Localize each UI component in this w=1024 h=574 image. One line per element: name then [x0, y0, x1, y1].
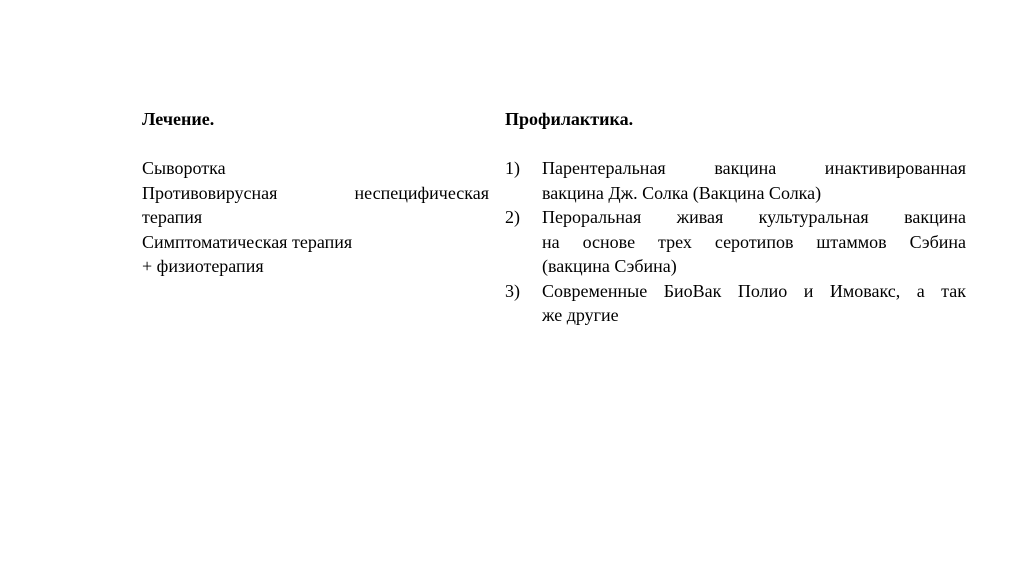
list-number: 2) [505, 207, 520, 227]
spacer [505, 132, 966, 157]
spacer [142, 132, 489, 157]
list-number: 3) [505, 280, 520, 301]
list-item-text [542, 279, 966, 328]
treatment-heading: Лечение. [142, 109, 215, 129]
list-item-text [542, 205, 966, 279]
list-number: 1) [505, 158, 520, 178]
treatment-line: терапия [142, 207, 203, 227]
treatment-line: Сыворотка [142, 158, 226, 178]
list-item-line: на основе трех серотипов штаммов Сэбина [542, 231, 966, 252]
list-item-text [542, 156, 966, 205]
list-item-line: (вакцина Сэбина) [542, 256, 677, 276]
treatment-column [142, 107, 489, 279]
prevention-list-item [505, 279, 966, 328]
list-item-line: же другие [542, 305, 619, 325]
prevention-list-item [505, 205, 966, 279]
prevention-list-item [505, 156, 966, 205]
prevention-heading: Профилактика. [505, 109, 634, 129]
list-item-line: Пероральная живая культуральная вакцина [542, 207, 966, 227]
prevention-column [505, 107, 966, 328]
list-item-line: Современные БиоВак Полио и Имовакс, а так [542, 280, 966, 301]
treatment-line: Противовирусная неспецифическая [142, 182, 489, 203]
list-item-line: Парентеральная вакцина инактивированная [542, 158, 966, 178]
list-item-line: вакцина Дж. Солка (Вакцина Солка) [542, 182, 822, 203]
treatment-line: + физиотерапия [142, 256, 264, 276]
treatment-line: Симптоматическая терапия [142, 231, 353, 252]
